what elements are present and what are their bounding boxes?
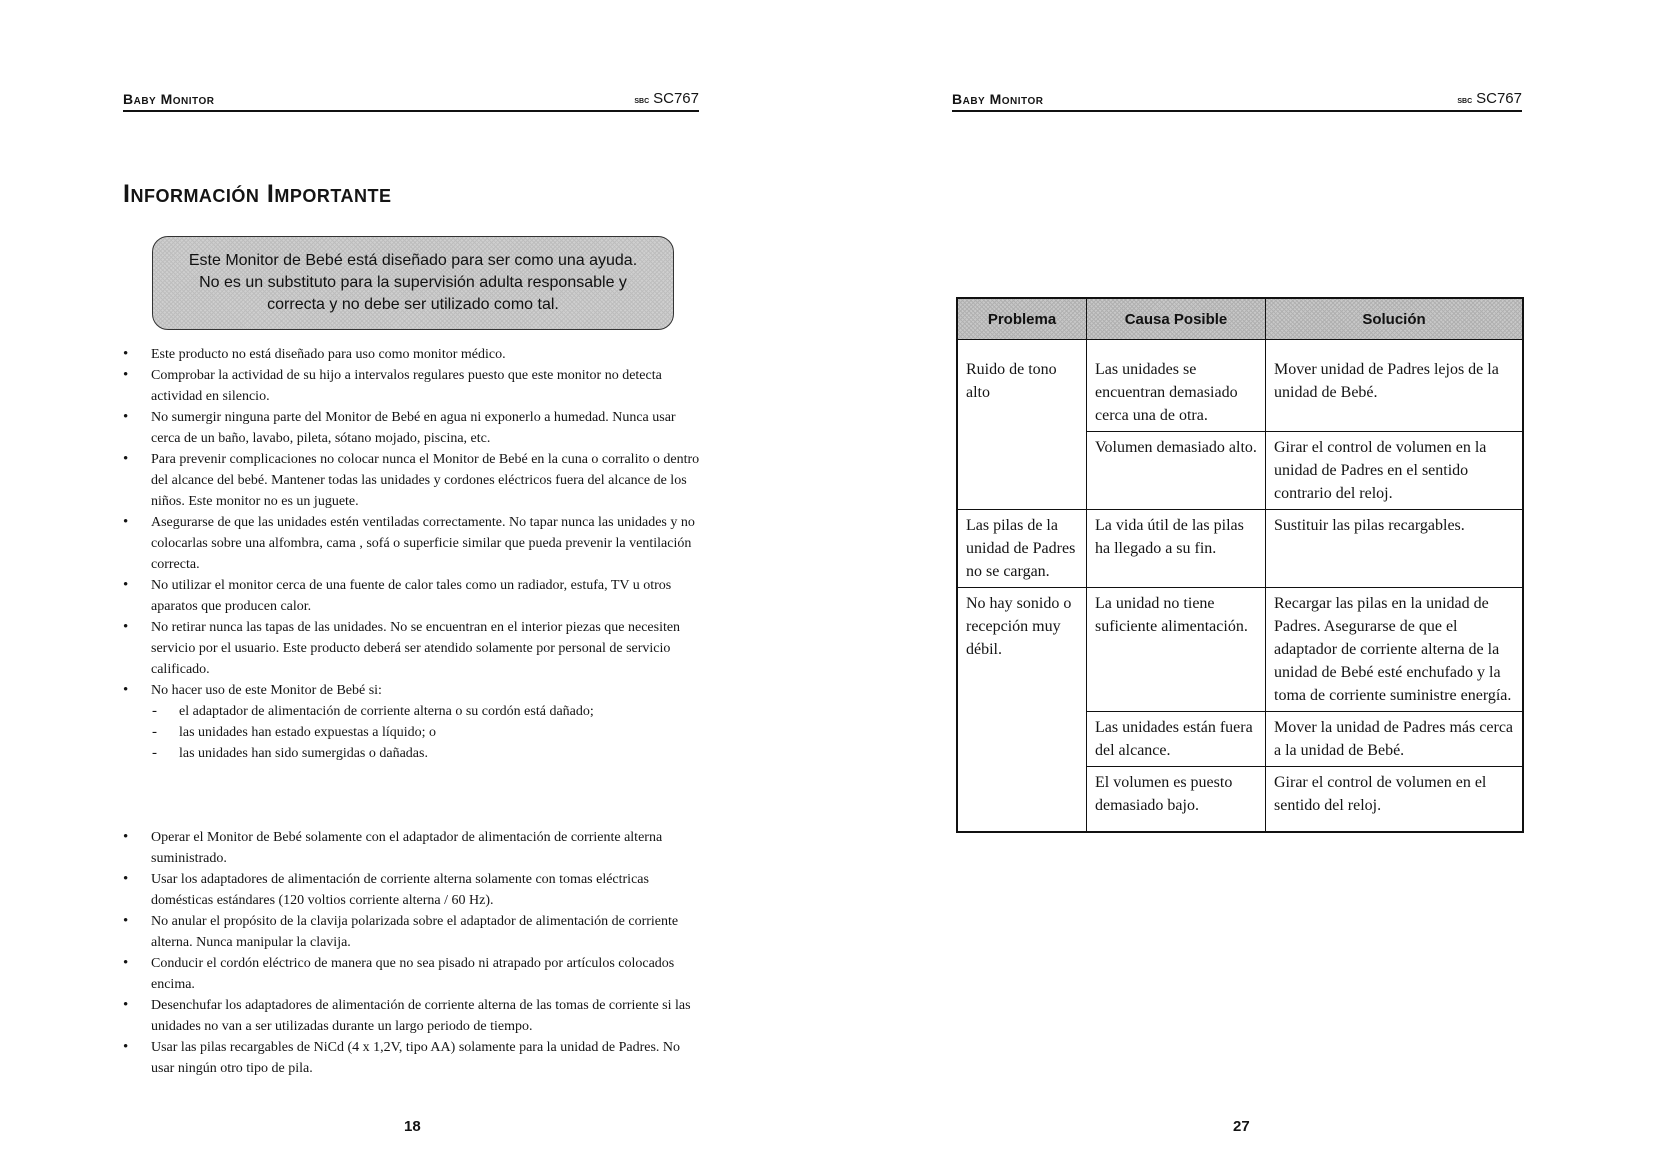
table-row [957,340,1523,432]
brand-name: Baby Monitor [123,91,215,107]
list-item: • Usar los adaptadores de alimentación de corriente alterna solamente con tomas eléctricas domésticas estándares (120 voltios corriente alterna / 60 Hz). [123,869,703,911]
sub-list-item: - las unidades han estado expuestas a líquido; o [151,722,703,743]
warning-box [152,236,674,330]
problem-cell: No hay sonido o recepción muy débil. [957,588,1087,833]
troubleshooting-table [956,297,1524,833]
model-code: SC767 [1476,90,1522,107]
safety-list-continued [123,827,703,1079]
solution-cell: Recargar las pilas en la unidad de Padres. Asegurarse de que el adaptador de corriente alterna de la unidad de Bebé esté enchufado y la toma de corriente suministre energía. [1266,588,1524,712]
model-number [1457,90,1522,107]
cause-cell: Las unidades están fuera del alcance. [1087,712,1266,767]
problem-cell: Las pilas de la unidad de Padres no se cargan. [957,510,1087,588]
cause-cell: Volumen demasiado alto. [1087,432,1266,510]
list-item [123,680,703,764]
page-number: 18 [404,1118,421,1135]
right-page [828,0,1656,1174]
table-header-row [957,298,1523,340]
model-prefix: sbc [1457,95,1473,106]
table-row [957,588,1523,712]
warning-line: correcta y no debe ser utilizado como tal. [267,296,559,313]
running-header [952,90,1522,112]
solution-cell: Girar el control de volumen en el sentido del reloj. [1266,767,1524,833]
table-row [957,510,1523,588]
model-number [634,90,699,107]
sub-list-item: - las unidades han sido sumergidas o dañadas. [151,743,703,764]
safety-list [123,344,703,764]
cause-cell: Las unidades se encuentran demasiado cerca una de otra. [1087,340,1266,432]
cause-cell: La unidad no tiene suficiente alimentación. [1087,588,1266,712]
list-item-text: No hacer uso de este Monitor de Bebé si: [151,683,382,698]
cause-cell: La vida útil de las pilas ha llegado a su fin. [1087,510,1266,588]
warning-line: Este Monitor de Bebé está diseñado para ser como una ayuda. [188,252,638,269]
cause-cell: El volumen es puesto demasiado bajo. [1087,767,1266,833]
column-header-cause: Causa Posible [1087,298,1266,340]
list-item: • Conducir el cordón eléctrico de manera que no sea pisado ni atrapado por artículos colocados encima. [123,953,703,995]
list-item: • No sumergir ninguna parte del Monitor de Bebé en agua ni exponerlo a humedad. Nunca usar cerca de un baño, lavabo, pileta, sótano mojado, piscina, etc. [123,407,703,449]
page-number: 27 [1233,1118,1250,1135]
solution-cell: Mover la unidad de Padres más cerca a la unidad de Bebé. [1266,712,1524,767]
list-item: • No utilizar el monitor cerca de una fuente de calor tales como un radiador, estufa, TV u otros aparatos que producen calor. [123,575,703,617]
brand-name: Baby Monitor [952,91,1044,107]
list-item: • Este producto no está diseñado para uso como monitor médico. [123,344,703,365]
list-item: • Usar las pilas recargables de NiCd (4 x 1,2V, tipo AA) solamente para la unidad de Padres. No usar ningún otro tipo de pila. [123,1037,703,1079]
sub-list-item: - el adaptador de alimentación de corriente alterna o su cordón está dañado; [151,701,703,722]
list-item: • Para prevenir complicaciones no colocar nunca el Monitor de Bebé en la cuna o corralito o dentro del alcance del bebé. Mantener todas las unidades y cordones eléctricos fuera del alcance de los niños. Este monitor no es un juguete. [123,449,703,512]
list-item: • Desenchufar los adaptadores de alimentación de corriente alterna de las tomas de corriente si las unidades no van a ser utilizadas durante un largo periodo de tiempo. [123,995,703,1037]
sub-list [151,701,703,764]
model-prefix: sbc [634,95,650,106]
list-item: • Comprobar la actividad de su hijo a intervalos regulares puesto que este monitor no detecta actividad en silencio. [123,365,703,407]
section-title: Información Importante [123,180,392,208]
problem-cell: Ruido de tono alto [957,340,1087,510]
column-header-problem: Problema [957,298,1087,340]
list-item: • Operar el Monitor de Bebé solamente con el adaptador de alimentación de corriente alterna suministrado. [123,827,703,869]
warning-line: No es un substituto para la supervisión adulta responsable y [199,274,627,291]
list-item: • No retirar nunca las tapas de las unidades. No se encuentran en el interior piezas que necesiten servicio por el usuario. Este producto deberá ser atendido solamente por personal de servicio calificado. [123,617,703,680]
solution-cell: Sustituir las pilas recargables. [1266,510,1524,588]
column-header-solution: Solución [1266,298,1524,340]
model-code: SC767 [653,90,699,107]
running-header [123,90,699,112]
solution-cell: Mover unidad de Padres lejos de la unidad de Bebé. [1266,340,1524,432]
list-item: • Asegurarse de que las unidades estén ventiladas correctamente. No tapar nunca las unidades y no colocarlas sobre una alfombra, cama , sofá o superficie similar que pueda prevenir la ventilación correcta. [123,512,703,575]
solution-cell: Girar el control de volumen en la unidad de Padres en el sentido contrario del reloj. [1266,432,1524,510]
list-item: • No anular el propósito de la clavija polarizada sobre el adaptador de alimentación de corriente alterna. Nunca manipular la clavija. [123,911,703,953]
